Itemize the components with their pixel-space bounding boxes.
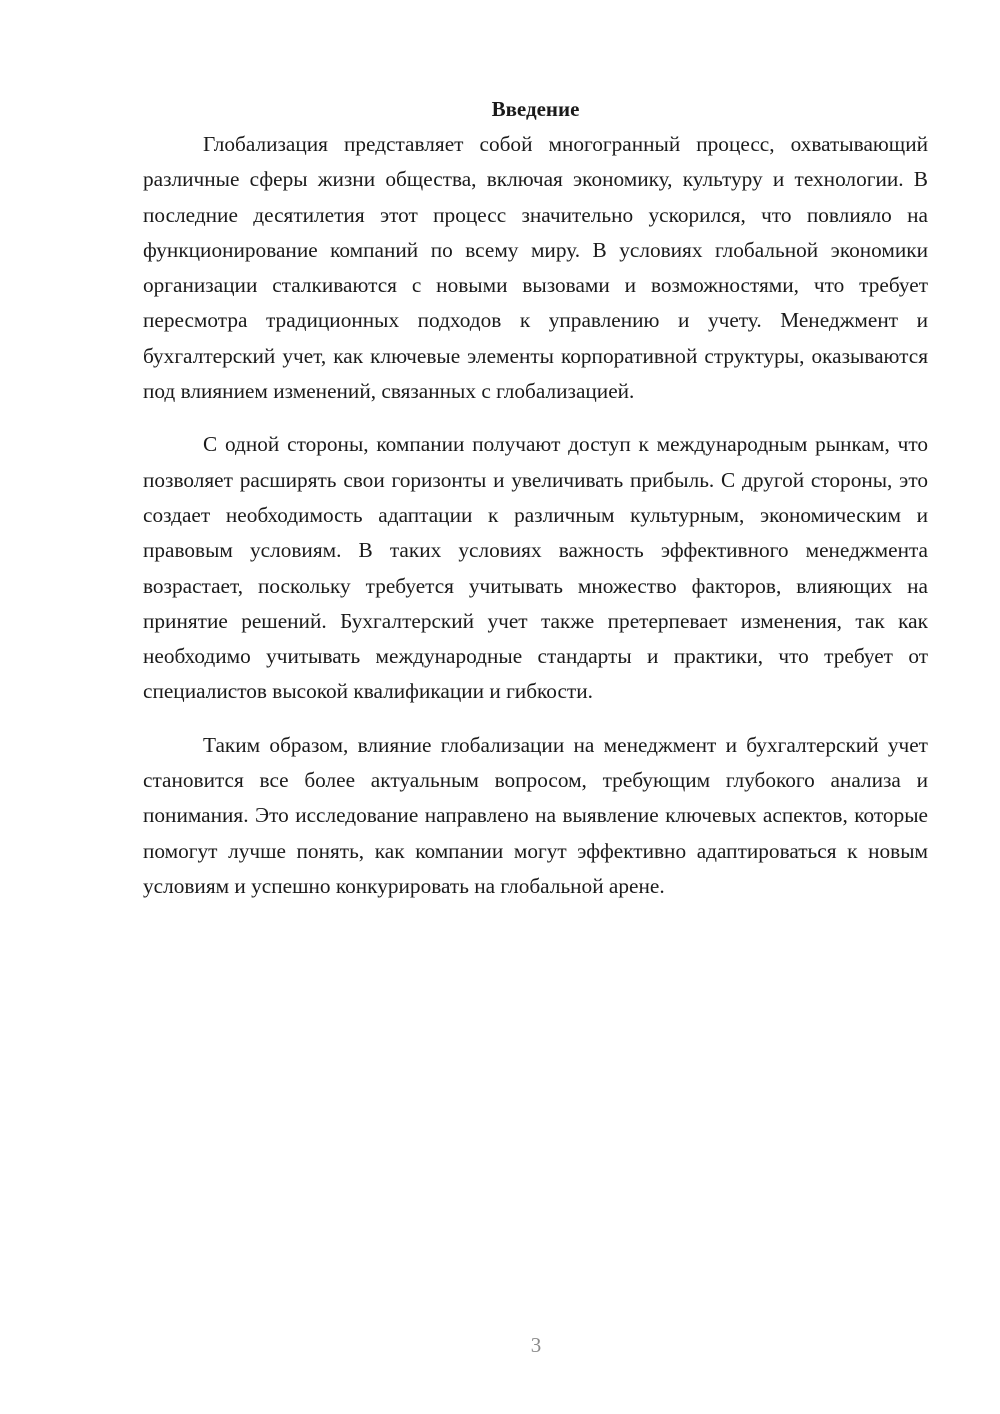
section-heading: Введение xyxy=(491,97,580,121)
document-page xyxy=(143,92,928,904)
paragraph-3: Таким образом, влияние глобализации на менеджмент и бухгалтерский учет становится все более актуальным вопросом, требующим глубокого анализа и понимания. Это исследование направлено на выявление ключевых аспектов, которые помогут лучше понять, как компании могут эффективно адаптироваться к новым условиям и успешно конкурировать на глобальной арене. xyxy=(143,732,928,898)
paragraph-1: Глобализация представляет собой многогранный процесс, охватывающий различные сферы жизни общества, включая экономику, культуру и технологии. В последние десятилетия этот процесс значительно ускорился, что повлияло на функционирование компаний по всему миру. В условиях глобальной экономики организации сталкиваются с новыми вызовами и возможностями, что требует пересмотра традиционных подходов к управлению и учету. Менеджмент и бухгалтерский учет, как ключевые элементы корпоративной структуры, оказываются под влиянием изменений, связанных с глобализацией. xyxy=(143,132,928,404)
paragraph-2: С одной стороны, компании получают доступ к международным рынкам, что позволяет расширять свои горизонты и увеличивать прибыль. С другой стороны, это создает необходимость адаптации к различным культурным, экономическим и правовым условиям. В таких условиях важность эффективного менеджмента возрастает, поскольку требуется учитывать множество факторов, влияющих на принятие решений. Бухгалтерский учет также претерпевает изменения, так как необходимо учитывать международные стандарты и практики, что требует от специалистов высокой квалификации и гибкости. xyxy=(143,432,928,704)
page-number: 3 xyxy=(530,1333,542,1357)
